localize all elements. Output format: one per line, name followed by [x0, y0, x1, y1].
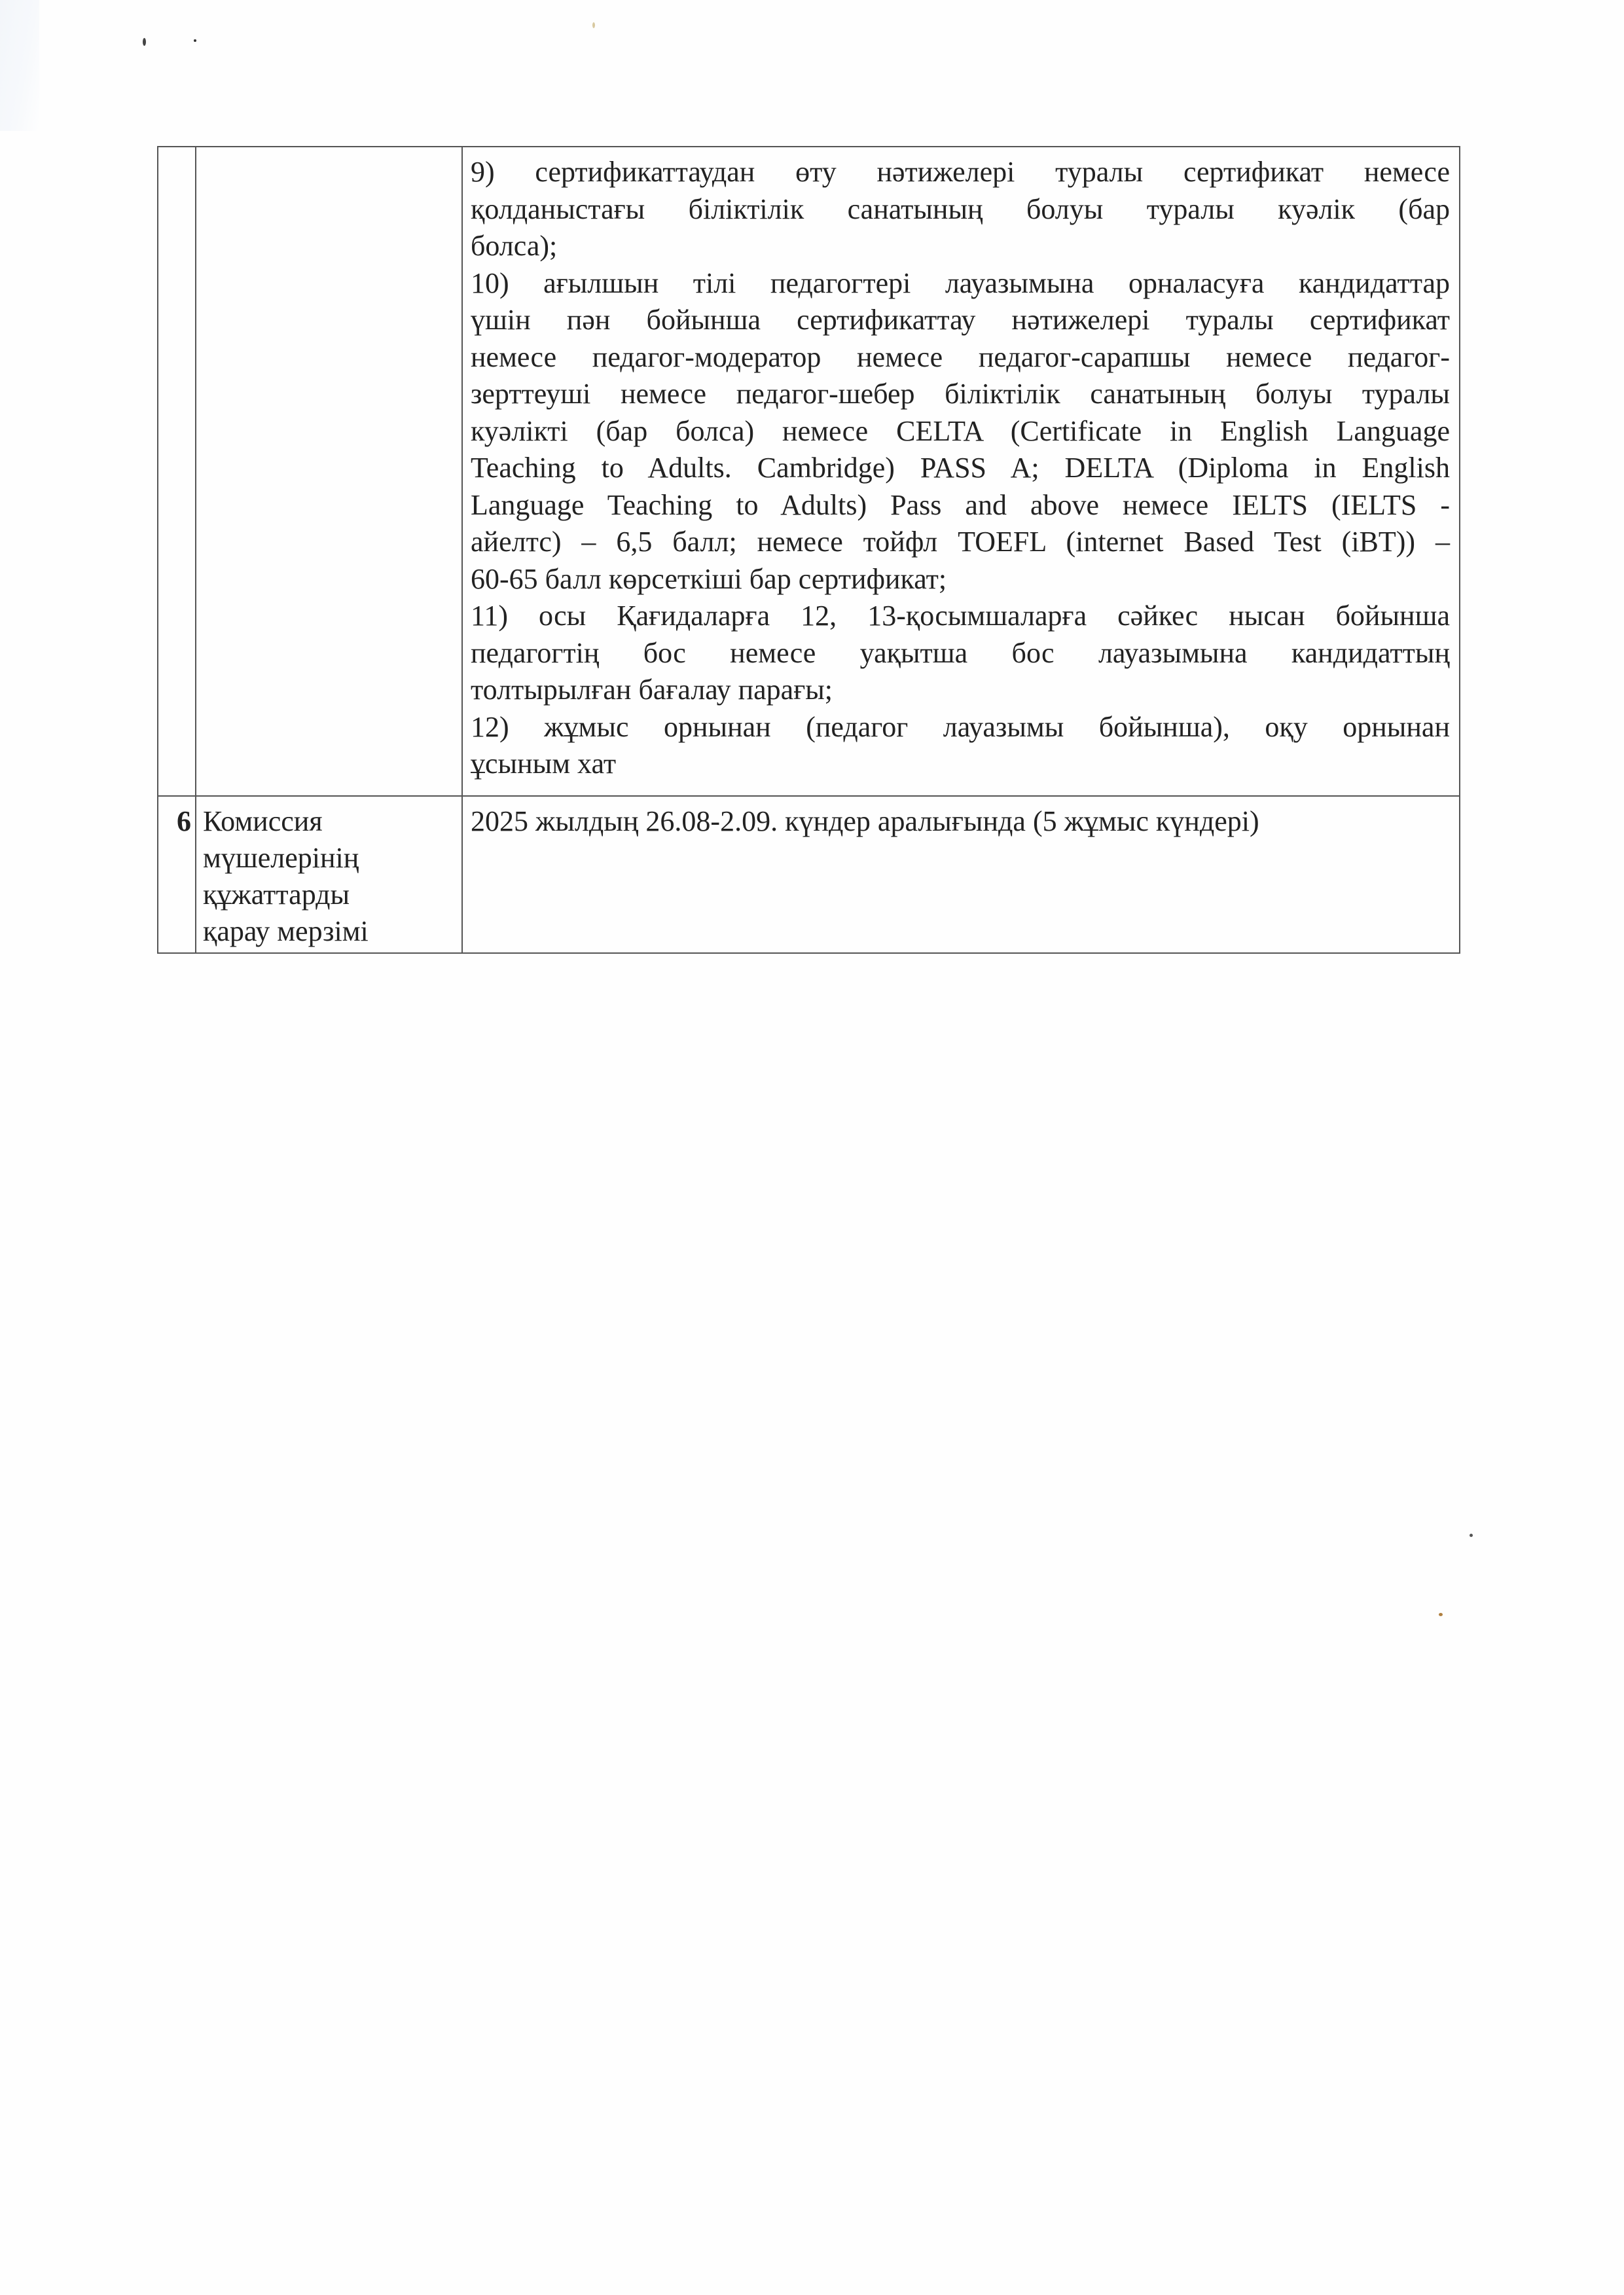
row-number-cell: 6: [158, 796, 196, 953]
list-line: куәлікті (бар болса) немесе CELTA (Certificate in English Language: [471, 414, 1450, 447]
requirements-table: [157, 146, 1460, 954]
review-period-cell: 2025 жылдың 26.08-2.09. күндер аралығында (5 жұмыс күндері): [462, 796, 1460, 953]
scan-speck: [194, 39, 196, 42]
list-line: болса);: [471, 230, 558, 262]
scan-edge-shadow: [0, 0, 39, 131]
list-line: Teaching to Adults. Cambridge) PASS A; DELTA (Diploma in English: [471, 452, 1450, 484]
list-line: 60-65 балл көрсеткіші бар сертификат;: [471, 562, 947, 595]
row-number-cell: [158, 147, 196, 796]
scan-speck: [1470, 1534, 1473, 1537]
list-line: 9) сертификаттаудан өту нәтижелері туралы сертификат немесе: [471, 156, 1450, 188]
row-name-line: қарау мерзімі: [203, 915, 369, 947]
list-line: 10) ағылшын тілі педагогтері лауазымына орналасуға кандидаттар: [471, 266, 1450, 299]
list-line: қолданыстағы біліктілік санатының болуы туралы куәлік (бар: [471, 192, 1450, 225]
list-line: педагогтің бос немесе уақытша бос лауазымына кандидаттың: [471, 636, 1450, 669]
list-line: 11) осы Қағидаларға 12, 13-қосымшаларға сәйкес нысан бойынша: [471, 600, 1450, 632]
documents-list: [463, 147, 1459, 783]
scan-speck: [1439, 1613, 1443, 1616]
list-line: ұсыным хат: [471, 748, 617, 780]
scan-speck: [143, 38, 146, 46]
table-row: [158, 796, 1460, 953]
row-name-cell: [196, 147, 462, 796]
list-line: немесе педагог-модератор немесе педагог-сарапшы немесе педагог-: [471, 340, 1450, 373]
list-line: Language Teaching to Adults) Pass and above немесе IELTS (IELTS -: [471, 488, 1450, 521]
row-name-cell: [196, 796, 462, 953]
scan-speck: [592, 22, 595, 28]
table-row: [158, 147, 1460, 796]
row-content-cell: [462, 147, 1460, 796]
row-name-line: құжаттарды: [203, 878, 350, 911]
row-name-line: мүшелерінің: [203, 842, 359, 874]
list-line: 12) жұмыс орнынан (педагог лауазымы бойынша), оқу орнынан: [471, 710, 1450, 743]
list-line: үшін пән бойынша сертификаттау нәтижелері туралы сертификат: [471, 304, 1450, 336]
list-line: зерттеуші немесе педагог-шебер біліктілік санатының болуы туралы: [471, 378, 1450, 410]
row-name-line: Комиссия: [203, 805, 323, 837]
list-line: айелтс) – 6,5 балл; немесе тойфл TOEFL (internet Based Test (iBT)) –: [471, 526, 1450, 558]
list-line: толтырылған бағалау парағы;: [471, 674, 833, 706]
